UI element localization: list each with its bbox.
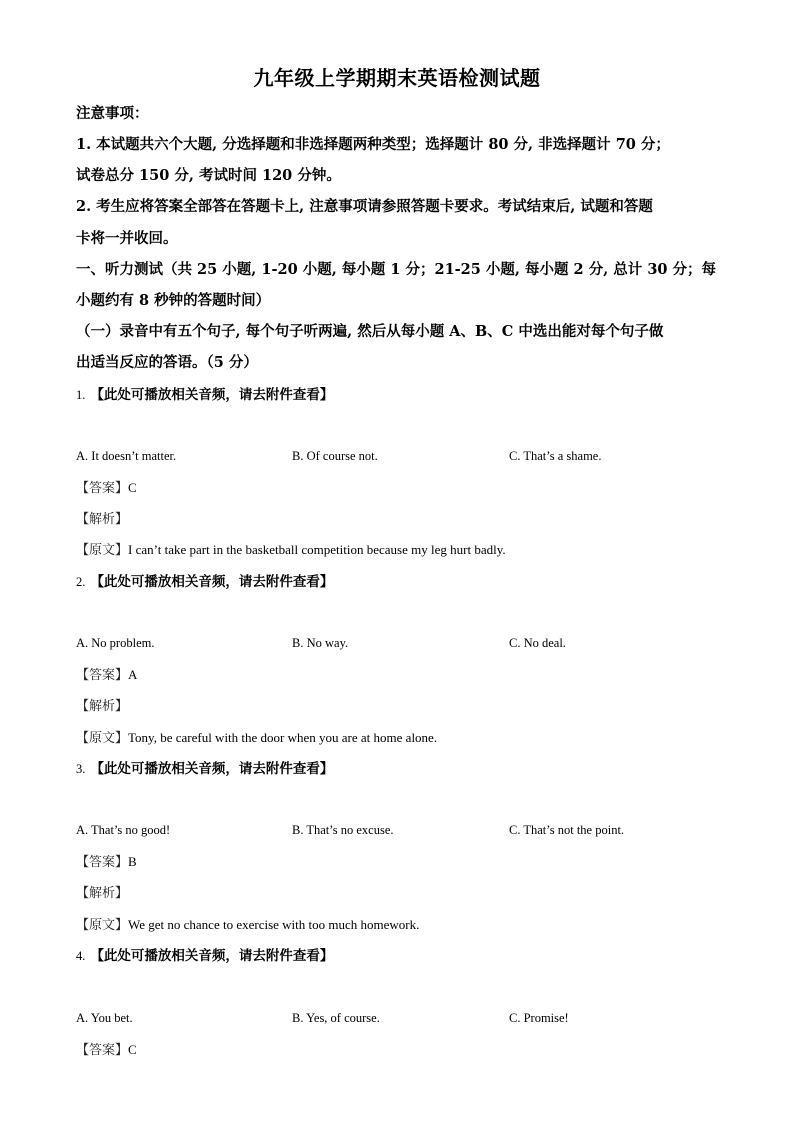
notice-1-line-1: 1. 本试题共六个大题, 分选择题和非选择题两种类型；选择题计 80 分, 非选择题计 70 分； (76, 136, 670, 153)
q3-original (76, 915, 419, 936)
answer-value: B (128, 854, 137, 869)
q4-option-a: A. You bet. (76, 1011, 133, 1025)
question-2-header (76, 572, 333, 592)
answer-value: C (128, 480, 137, 495)
section-1-line-1: 一、听力测试（共 25 小题, 1-20 小题, 每小题 1 分；21-25 小题, 每小题 2 分, 总计 30 分；每 (76, 261, 717, 278)
q3-option-a: A. That’s no good! (76, 823, 171, 837)
part-1-line-1: （一）录音中有五个句子, 每个句子听两遍, 然后从每小题 A、B、C 中选出能对每个句子做 (76, 323, 664, 340)
audio-placeholder[interactable]: 【此处可播放相关音频，请去附件查看】 (90, 574, 334, 590)
notice-heading: 注意事项： (76, 105, 149, 122)
notice-2-line-2: 卡将一并收回。 (76, 230, 178, 247)
audio-placeholder[interactable]: 【此处可播放相关音频，请去附件查看】 (90, 761, 334, 777)
q1-answer (76, 478, 137, 499)
analysis-label: 【解析】 (76, 699, 129, 714)
original-label: 【原文】 (76, 731, 129, 746)
question-number: 4. (76, 949, 86, 963)
section-1-line-2: 小题约有 8 秒钟的答题时间） (76, 292, 271, 309)
original-label: 【原文】 (76, 918, 129, 933)
q3-option-b: B. That’s no excuse. (292, 823, 394, 837)
question-number: 2. (76, 575, 86, 589)
q4-option-c: C. Promise! (509, 1011, 569, 1025)
q3-option-c: C. That’s not the point. (509, 823, 625, 837)
answer-label: 【答案】 (76, 668, 129, 683)
question-3-header (76, 759, 333, 779)
answer-label: 【答案】 (76, 1043, 129, 1058)
answer-label: 【答案】 (76, 481, 129, 496)
question-1-header (76, 385, 333, 405)
audio-placeholder[interactable]: 【此处可播放相关音频，请去附件查看】 (90, 387, 334, 403)
part-1-line-2: 出适当反应的答语。（5 分） (76, 354, 258, 371)
q3-answer (76, 852, 137, 873)
q4-answer (76, 1040, 137, 1061)
q1-original (76, 540, 506, 561)
q1-option-c: C. That’s a shame. (509, 449, 602, 463)
audio-placeholder[interactable]: 【此处可播放相关音频，请去附件查看】 (90, 948, 334, 964)
original-text: Tony, be careful with the door when you are at home alone. (128, 730, 438, 745)
q2-option-c: C. No deal. (509, 636, 566, 650)
q2-option-b: B. No way. (292, 636, 349, 650)
q1-option-b: B. Of course not. (292, 449, 378, 463)
q1-analysis (76, 509, 128, 530)
answer-value: C (128, 1042, 137, 1057)
answer-label: 【答案】 (76, 855, 129, 870)
q3-analysis (76, 883, 128, 904)
original-text: I can’t take part in the basketball competition because my leg hurt badly. (128, 542, 506, 557)
q2-original (76, 728, 437, 749)
page-title: 九年级上学期期末英语检测试题 (253, 66, 541, 90)
q2-analysis (76, 696, 128, 717)
original-label: 【原文】 (76, 543, 129, 558)
question-4-header (76, 946, 333, 966)
original-text: We get no chance to exercise with too much homework. (128, 917, 420, 932)
notice-1-line-2: 试卷总分 150 分, 考试时间 120 分钟。 (76, 167, 341, 184)
answer-value: A (128, 667, 138, 682)
question-number: 3. (76, 762, 86, 776)
q4-option-b: B. Yes, of course. (292, 1011, 380, 1025)
question-number: 1. (76, 388, 86, 402)
analysis-label: 【解析】 (76, 886, 129, 901)
q2-option-a: A. No problem. (76, 636, 155, 650)
q1-option-a: A. It doesn’t matter. (76, 449, 177, 463)
analysis-label: 【解析】 (76, 512, 129, 527)
notice-2-line-1: 2. 考生应将答案全部答在答题卡上, 注意事项请参照答题卡要求。考试结束后, 试题和答题 (76, 198, 653, 215)
q2-answer (76, 665, 137, 686)
